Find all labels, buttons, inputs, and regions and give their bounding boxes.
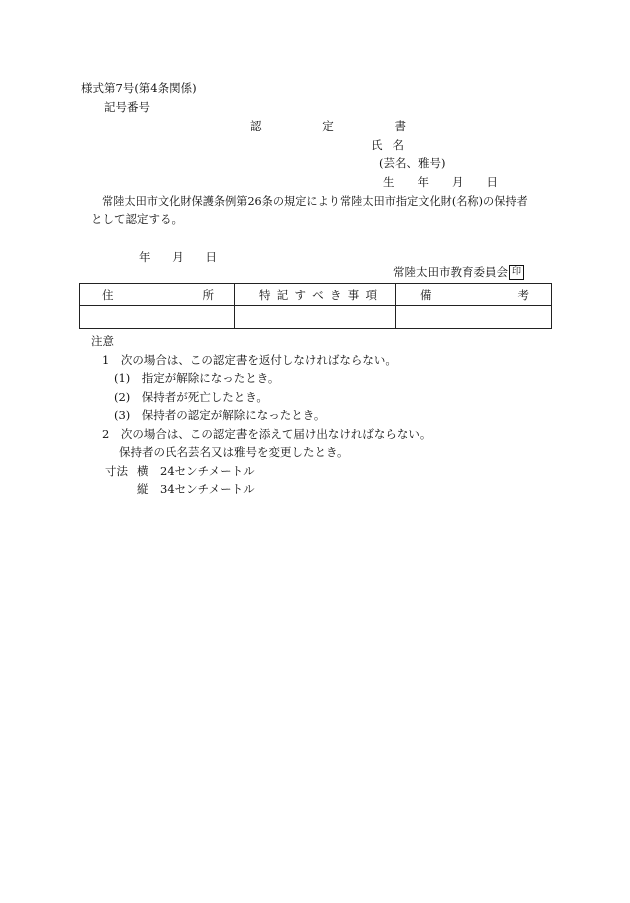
title-char: 定 (322, 119, 334, 133)
seal-mark: 印 (509, 265, 524, 280)
issuer-name: 常陸太田市教育委員会 (393, 264, 508, 279)
birth-label-char: 生 (383, 175, 395, 189)
note-item-1: 1 次の場合は、この認定書を返付しなければならない。 (102, 353, 397, 367)
header-char: 所 (202, 287, 214, 302)
note-item-2-detail: 保持者の氏名芸名又は雅号を変更したとき。 (119, 445, 349, 459)
notes-heading: 注意 (91, 334, 114, 348)
size-width: 横 24センチメートル (137, 464, 255, 478)
table-cell-special-notes (235, 306, 396, 329)
note-item-1-sub-1: (1) 指定が解除になったとき。 (114, 371, 280, 385)
birth-label-char: 月 (452, 175, 464, 189)
header-char: き (330, 287, 342, 302)
note-item-1-sub-3: (3) 保持者の認定が解除になったとき。 (114, 408, 326, 422)
table-header-row (80, 284, 552, 306)
title-char: 認 (250, 119, 262, 133)
header-special-notes (235, 284, 396, 306)
date-char: 年 (139, 250, 151, 264)
name-label-char: 氏 (371, 138, 383, 152)
title-char: 書 (394, 119, 406, 133)
table-row (80, 306, 552, 329)
header-char: す (294, 287, 306, 302)
name-label-char: 名 (392, 138, 404, 152)
date-char: 日 (205, 250, 217, 264)
issuer (393, 265, 524, 280)
alias-label: (芸名、雅号) (379, 156, 446, 170)
registration-table (79, 283, 552, 329)
table-cell-address (80, 306, 235, 329)
name-label (371, 140, 404, 152)
header-char: 項 (365, 287, 377, 302)
record-number-label: 記号番号 (104, 100, 150, 114)
header-char: 住 (102, 287, 114, 302)
body-text-line-1: 常陸太田市文化財保護条例第26条の規定により常陸太田市指定文化財(名称)の保持者 (102, 195, 528, 208)
issue-date (139, 252, 217, 264)
header-char: べ (312, 287, 324, 302)
note-item-2: 2 次の場合は、この認定書を添えて届け出なければならない。 (102, 427, 432, 441)
document-title (250, 121, 406, 133)
table-cell-remarks (396, 306, 552, 329)
header-address (80, 284, 235, 306)
header-char: 事 (347, 287, 360, 302)
size-height: 縦 34センチメートル (137, 482, 255, 496)
form-number: 様式第7号(第4条関係) (81, 81, 197, 95)
header-char: 考 (517, 287, 529, 302)
header-char: 記 (276, 287, 289, 302)
body-text-line-2: として認定する。 (91, 212, 183, 226)
birth-label-char: 日 (486, 175, 498, 189)
birth-label-char: 年 (417, 175, 429, 189)
birth-date-label (383, 177, 498, 189)
note-item-1-sub-2: (2) 保持者が死亡したとき。 (114, 390, 268, 404)
header-remarks (396, 284, 552, 306)
size-label: 寸法 (105, 464, 128, 478)
date-char: 月 (172, 250, 184, 264)
header-char: 備 (420, 287, 432, 302)
header-char: 特 (259, 287, 271, 302)
